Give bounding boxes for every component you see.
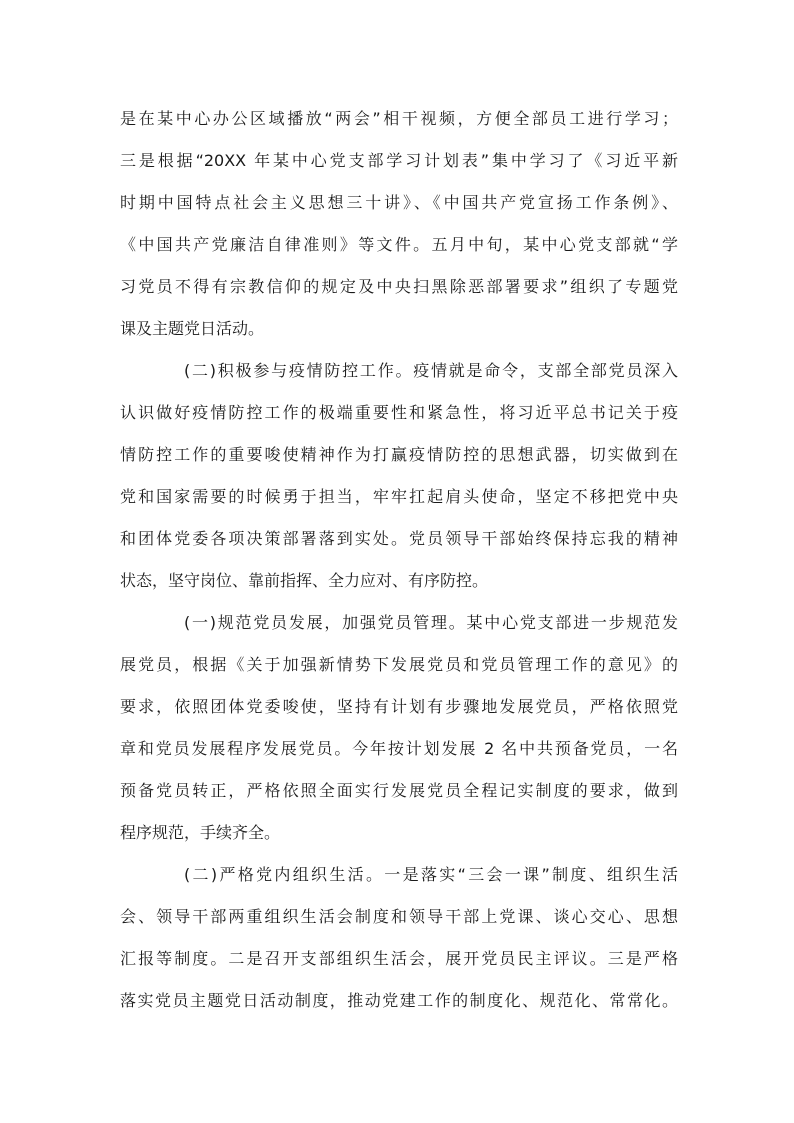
text-line: 预备党员转正，严格依照全面实行发展党员全程记实制度的要求，做到	[120, 781, 678, 800]
text-line: 状态，坚守岗位、靠前指挥、全力应对、有序防控。	[120, 571, 489, 590]
text-line: 程序规范，手续齐全。	[120, 823, 281, 842]
text-line: 要求，依照团体党委唆使，坚持有计划有步骤地发展党员，严格依照党	[120, 697, 678, 716]
text-line: 汇报等制度。二是召开支部组织生活会，展开党员民主评议。三是严格	[120, 949, 678, 968]
paragraph-member-development	[120, 602, 678, 854]
paragraph-organizational-life	[120, 854, 678, 1022]
text-line: 三是根据“20XX 年某中心党支部学习计划表”集中学习了《习近平新	[120, 151, 678, 170]
text-line: 时期中国特点社会主义思想三十讲》、《中国共产党宣扬工作条例》、	[120, 193, 678, 212]
text-line: 展党员，根据《关于加强新情势下发展党员和党员管理工作的意见》的	[120, 655, 678, 674]
text-line: 情防控工作的重要唆使精神作为打赢疫情防控的思想武器，切实做到在	[120, 445, 678, 464]
paragraph-epidemic-prevention	[120, 350, 678, 602]
text-line: (一)规范党员发展，加强党员管理。某中心党支部进一步规范发	[184, 613, 678, 632]
text-line: 是在某中心办公区域播放“两会”相干视频，方便全部员工进行学习；	[120, 109, 678, 128]
text-line: (二)严格党内组织生活。一是落实“三会一课”制度、组织生活	[184, 865, 678, 884]
document-body	[120, 98, 678, 1022]
text-line: 党和国家需要的时候勇于担当，牢牢扛起肩头使命，坚定不移把党中央	[120, 487, 678, 506]
text-line: (二)积极参与疫情防控工作。疫情就是命令，支部全部党员深入	[184, 361, 678, 380]
text-line: 和团体党委各项决策部署落到实处。党员领导干部始终保持忘我的精神	[120, 529, 678, 548]
text-line: 习党员不得有宗教信仰的规定及中央扫黑除恶部署要求”组织了专题党	[120, 277, 678, 296]
paragraph-study-activities	[120, 98, 678, 350]
text-line: 章和党员发展程序发展党员。今年按计划发展 2 名中共预备党员，一名	[120, 739, 678, 758]
text-line: 课及主题党日活动。	[120, 319, 265, 338]
text-line: 认识做好疫情防控工作的极端重要性和紧急性，将习近平总书记关于疫	[120, 403, 678, 422]
text-line: 落实党员主题党日活动制度，推动党建工作的制度化、规范化、常常化。	[120, 991, 678, 1010]
text-line: 《中国共产党廉洁自律准则》等文件。五月中旬，某中心党支部就“学	[120, 235, 678, 254]
text-line: 会、领导干部两重组织生活会制度和领导干部上党课、谈心交心、思想	[120, 907, 678, 926]
